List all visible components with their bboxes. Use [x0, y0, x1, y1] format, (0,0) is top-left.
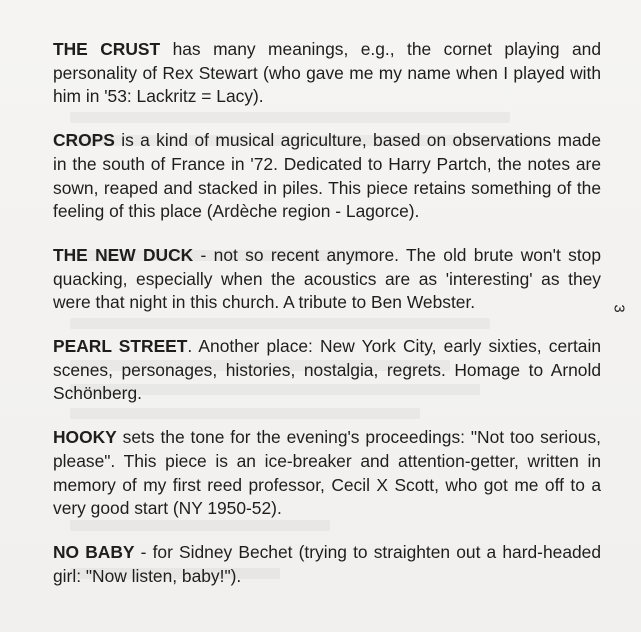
entry-title: NO BABY [53, 541, 135, 562]
entry-text: sets the tone for the evening's proceedings: "Not too serious, please". This piece is an ice-breaker and attention-getter, written in memory of my first reed professor, Cecil X Scott, who got me off to a very good start (NY 1950-52). [53, 427, 601, 519]
page-number: 3 [610, 304, 628, 313]
entry-title: THE NEW DUCK [53, 244, 194, 265]
entry-the-crust [53, 38, 601, 109]
entry-title: HOOKY [53, 427, 117, 448]
entry-text: - for Sidney Bechet (trying to straighten out a hard-headed girl: "Now listen, baby!"). [53, 541, 602, 586]
liner-notes [53, 38, 601, 608]
entry-no-baby [53, 541, 601, 588]
entry-title: THE CRUST [53, 39, 161, 59]
entry-text: has many meanings, e.g., the cornet playing and personality of Rex Stewart (who gave me my name when I played with him in '53: Lackritz = Lacy). [53, 39, 601, 107]
entry-hooky [53, 426, 601, 521]
entry-title: CROPS [53, 130, 115, 151]
entry-text: . Another place: New York City, early sixties, certain scenes, personages, histories, nostalgia, regrets. Homage to Arnold Schönberg. [53, 336, 601, 404]
entry-text: - not so recent anymore. The old brute won't stop quacking, especially when the acoustics are as 'interesting' as they were that night in this church. A tribute to Ben Webster. [53, 244, 601, 313]
entry-the-new-duck [53, 244, 601, 315]
entry-text: is a kind of musical agriculture, based on observations made in the south of France in '72. Dedicated to Harry Partch, the notes are sown, reaped and stacked in piles. This piece retains something of the feeling of this place (Ardèche region - Lagorce). [53, 130, 601, 222]
entry-title: PEARL STREET [53, 336, 188, 357]
entry-pearl-street [53, 335, 601, 406]
entry-crops [53, 129, 601, 224]
